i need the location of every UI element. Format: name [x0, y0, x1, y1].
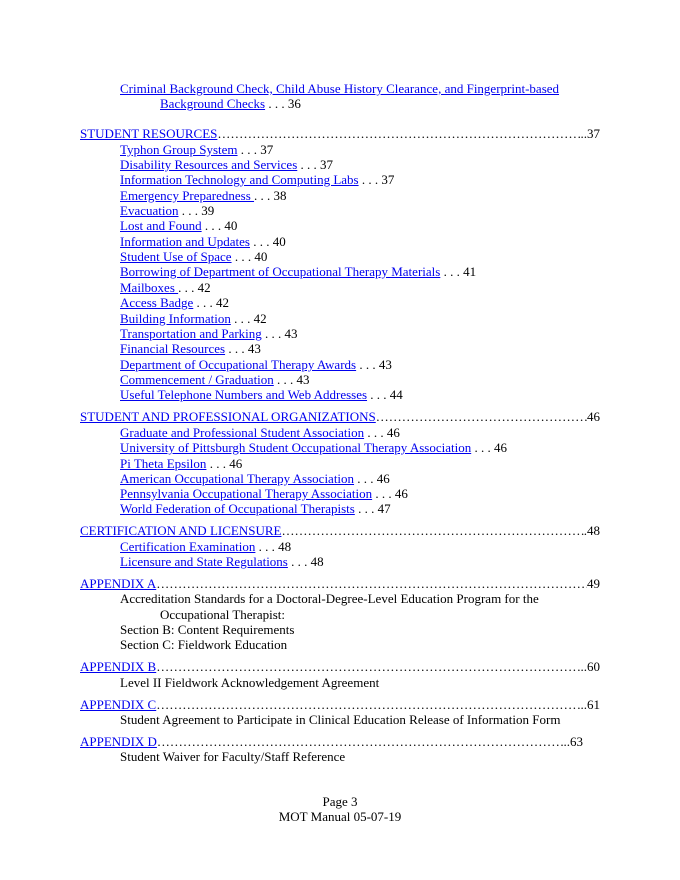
- toc-item[interactable]: [120, 172, 394, 187]
- toc-link[interactable]: Commencement / Graduation: [120, 372, 274, 387]
- toc-page-number: . . . 43: [225, 341, 261, 356]
- toc-page-number: ...60: [577, 659, 600, 674]
- toc-item[interactable]: [120, 234, 286, 249]
- toc-page-number: . . . 42: [230, 311, 267, 326]
- toc-item[interactable]: [120, 372, 310, 387]
- toc-page-number: . . . 40: [249, 234, 286, 249]
- appendix-a-description-cont: Occupational Therapist:: [160, 607, 286, 622]
- toc-item[interactable]: [120, 218, 237, 233]
- toc-link[interactable]: University of Pittsburgh Student Occupational Therapy Association: [120, 440, 472, 455]
- toc-link[interactable]: Graduate and Professional Student Association: [120, 425, 365, 440]
- toc-link[interactable]: Mailboxes: [120, 280, 179, 295]
- toc-section-appendix-b[interactable]: [80, 659, 600, 674]
- toc-page-number: . . . 43: [356, 357, 392, 372]
- toc-page-number: . . . 40: [231, 249, 268, 264]
- toc-link[interactable]: Emergency Preparedness: [120, 188, 255, 203]
- toc-link-student-resources[interactable]: STUDENT RESOURCES: [80, 126, 218, 141]
- toc-item[interactable]: [120, 188, 287, 203]
- toc-page-number: . . . 46: [364, 425, 400, 440]
- toc-section-certification[interactable]: [80, 523, 600, 538]
- dot-leader: [217, 126, 580, 141]
- toc-item[interactable]: [120, 326, 298, 341]
- toc-page-number: 49: [587, 576, 600, 591]
- toc-item[interactable]: [120, 486, 408, 501]
- toc-section-student-resources[interactable]: [80, 126, 600, 141]
- toc-entry-criminal-cont[interactable]: [160, 96, 301, 111]
- toc-link[interactable]: Certification Examination: [120, 539, 256, 554]
- toc-item[interactable]: [120, 471, 390, 486]
- toc-page-number: . . . 43: [261, 326, 298, 341]
- toc-link[interactable]: Building Information: [120, 311, 231, 326]
- toc-page-number: . . . 37: [358, 172, 395, 187]
- toc-item[interactable]: [120, 157, 333, 172]
- toc-page-number: . . . 42: [193, 295, 230, 310]
- toc-page-number: .48: [583, 523, 600, 538]
- toc-page-number: . . . 46: [206, 456, 243, 471]
- page-number-footer: Page 3: [322, 794, 358, 809]
- toc-link[interactable]: Licensure and State Regulations: [120, 554, 288, 569]
- toc-page-number: 46: [587, 409, 600, 424]
- toc-section-organizations[interactable]: [80, 409, 600, 424]
- toc-page-number: ..63: [563, 734, 583, 749]
- dot-leader: [376, 409, 587, 424]
- toc-link[interactable]: Transportation and Parking: [120, 326, 262, 341]
- toc-link[interactable]: Financial Resources: [120, 341, 226, 356]
- toc-page-number: . . . 47: [354, 501, 391, 516]
- toc-item[interactable]: [120, 311, 267, 326]
- dot-leader: [281, 523, 583, 538]
- toc-item[interactable]: [120, 264, 476, 279]
- manual-version-footer: MOT Manual 05-07-19: [278, 809, 402, 824]
- toc-link[interactable]: Student Use of Space: [120, 249, 232, 264]
- toc-link[interactable]: Useful Telephone Numbers and Web Addresses: [120, 387, 368, 402]
- toc-link[interactable]: Evacuation: [120, 203, 179, 218]
- toc-link-appendix-d[interactable]: APPENDIX D: [80, 734, 157, 749]
- toc-link-appendix-b[interactable]: APPENDIX B: [80, 659, 157, 674]
- toc-page-number: . . . 48: [255, 539, 292, 554]
- dot-leader: [157, 734, 564, 749]
- toc-page-number: . . . 37: [297, 157, 334, 172]
- toc-page-number: . . . 42: [178, 280, 211, 295]
- toc-item[interactable]: [120, 357, 392, 372]
- toc-item[interactable]: [120, 142, 273, 157]
- toc-link[interactable]: Lost and Found: [120, 218, 202, 233]
- toc-page-number: . . . 48: [287, 554, 324, 569]
- dot-leader: [156, 659, 577, 674]
- dot-leader: [156, 697, 577, 712]
- toc-link-certification[interactable]: CERTIFICATION AND LICENSURE: [80, 523, 282, 538]
- toc-section-appendix-c[interactable]: [80, 697, 600, 712]
- toc-item[interactable]: [120, 249, 267, 264]
- toc-page-number: . . . 46: [471, 440, 507, 455]
- toc-item[interactable]: [120, 387, 403, 402]
- appendix-b-description: Level II Fieldwork Acknowledgement Agreement: [120, 675, 380, 690]
- toc-page-number: . . . 38: [254, 188, 287, 203]
- toc-item[interactable]: [120, 425, 400, 440]
- toc-item[interactable]: [120, 456, 242, 471]
- toc-link-organizations[interactable]: STUDENT AND PROFESSIONAL ORGANIZATIONS: [80, 409, 376, 424]
- appendix-a-description: Accreditation Standards for a Doctoral-Degree-Level Education Program for the: [120, 591, 539, 606]
- toc-section-appendix-a[interactable]: [80, 576, 600, 591]
- toc-link[interactable]: Information and Updates: [120, 234, 250, 249]
- toc-link[interactable]: Information Technology and Computing Labs: [120, 172, 359, 187]
- toc-link[interactable]: Access Badge: [120, 295, 194, 310]
- toc-page-number: . . . 46: [354, 471, 390, 486]
- toc-link[interactable]: Pi Theta Epsilon: [120, 456, 207, 471]
- toc-item[interactable]: [120, 280, 211, 295]
- toc-section-appendix-d[interactable]: [80, 734, 583, 749]
- toc-page-number: . . . 39: [178, 203, 215, 218]
- appendix-d-description: Student Waiver for Faculty/Staff Reference: [120, 749, 346, 764]
- toc-link-appendix-a[interactable]: APPENDIX A: [80, 576, 157, 591]
- toc-link[interactable]: Borrowing of Department of Occupational Therapy Materials: [120, 264, 441, 279]
- toc-item[interactable]: [120, 501, 391, 516]
- toc-page-number: ...61: [577, 697, 600, 712]
- toc-link-criminal-line2[interactable]: Background Checks: [160, 96, 266, 111]
- toc-page-number: . . . 41: [440, 264, 477, 279]
- toc-item[interactable]: [120, 554, 324, 569]
- toc-page-number: . . . 40: [201, 218, 238, 233]
- appendix-c-description: Student Agreement to Participate in Clinical Education Release of Information Form: [120, 712, 561, 727]
- toc-page-number: . . . 36: [265, 96, 301, 111]
- toc-page-number: . . . 46: [372, 486, 408, 501]
- toc-link[interactable]: Department of Occupational Therapy Awards: [120, 357, 357, 372]
- toc-entry-criminal[interactable]: [120, 81, 559, 96]
- toc-page-number: . . . 43: [273, 372, 310, 387]
- toc-link-appendix-c[interactable]: APPENDIX C: [80, 697, 157, 712]
- toc-link[interactable]: World Federation of Occupational Therapists: [120, 501, 355, 516]
- toc-item[interactable]: [120, 203, 214, 218]
- toc-page-number: . . . 44: [367, 387, 403, 402]
- toc-link[interactable]: American Occupational Therapy Association: [120, 471, 355, 486]
- toc-item[interactable]: [120, 295, 229, 310]
- toc-page-number: . . . 37: [237, 142, 274, 157]
- toc-link[interactable]: Pennsylvania Occupational Therapy Association: [120, 486, 373, 501]
- toc-link[interactable]: Typhon Group System: [120, 142, 238, 157]
- toc-page-number: ..37: [580, 126, 600, 141]
- toc-item[interactable]: [120, 440, 507, 455]
- toc-item[interactable]: [120, 341, 261, 356]
- toc-link-criminal-line1[interactable]: Criminal Background Check, Child Abuse History Clearance, and Fingerprint-based: [120, 81, 560, 96]
- appendix-a-section-c: Section C: Fieldwork Education: [120, 637, 288, 652]
- toc-item[interactable]: [120, 539, 291, 554]
- toc-link[interactable]: Disability Resources and Services: [120, 157, 298, 172]
- dot-leader: [156, 576, 587, 591]
- appendix-a-section-b: Section B: Content Requirements: [120, 622, 295, 637]
